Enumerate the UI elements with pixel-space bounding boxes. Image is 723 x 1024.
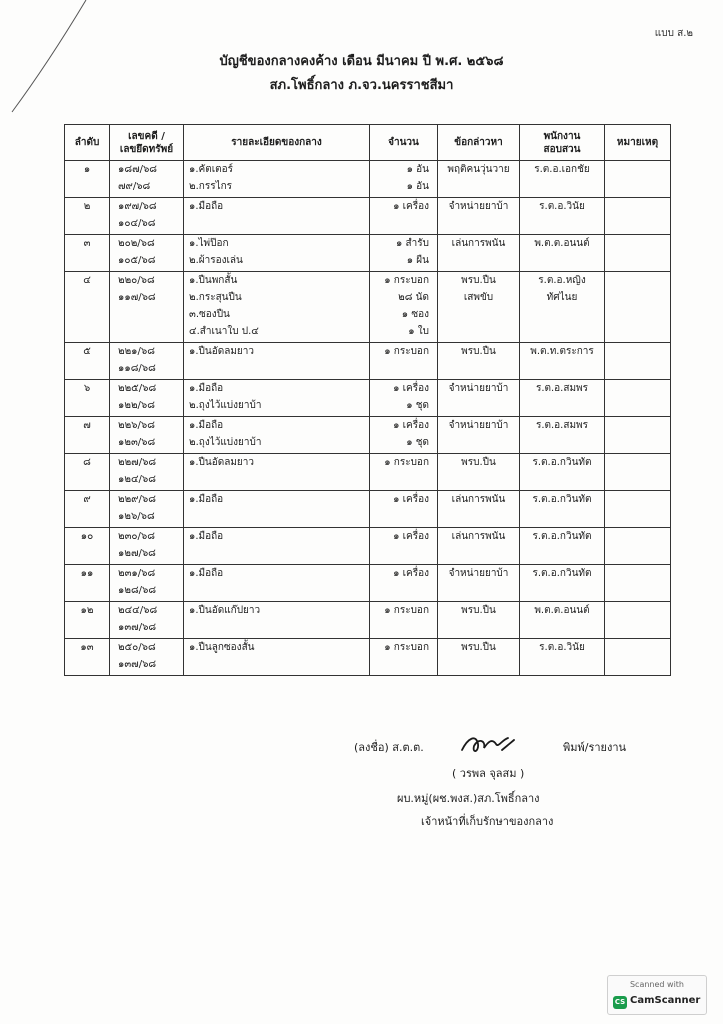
evidence-ledger-table [64, 124, 671, 676]
table-row [65, 198, 671, 235]
evidence-items-line: ๔.สำเนาใบ ป.๔ [189, 326, 259, 337]
cell-remark [605, 343, 671, 380]
table-row [65, 161, 671, 198]
quantity-line: ๑ ใบ [408, 326, 429, 337]
cell-remark [605, 454, 671, 491]
cell-charge [438, 528, 520, 565]
case-number-line: ๑๒๓/๖๘ [118, 437, 156, 448]
table-row [65, 343, 671, 380]
row-number: ๑๐ [80, 531, 94, 542]
officer-line: ร.ต.อ.สมพร [535, 420, 589, 431]
station-subtitle: สภ.โพธิ์กลาง ภ.จว.นครราชสีมา [269, 78, 454, 93]
case-number-line: ๒๒๙/๖๘ [118, 494, 156, 505]
header-case-number [110, 125, 184, 161]
cell-case-number [110, 454, 184, 491]
evidence-items-line: ๒.กระสุนปืน [189, 292, 242, 303]
cell-row-number [65, 639, 110, 676]
cell-remark [605, 565, 671, 602]
cell-charge [438, 602, 520, 639]
cell-case-number [110, 380, 184, 417]
cell-charge [438, 161, 520, 198]
row-number: ๙ [83, 494, 91, 505]
case-number-line: ๒๒๕/๖๘ [118, 383, 157, 394]
cell-quantity [370, 528, 438, 565]
cell-case-number [110, 602, 184, 639]
cell-row-number [65, 528, 110, 565]
cell-quantity [370, 639, 438, 676]
cell-officer [520, 454, 605, 491]
row-number: ๖ [83, 383, 91, 394]
cell-charge [438, 417, 520, 454]
charge-line: จำหน่ายยาบ้า [448, 201, 509, 212]
row-number: ๘ [83, 457, 91, 468]
table-row [65, 454, 671, 491]
case-number-line: ๑๑๘/๖๘ [118, 363, 156, 374]
quantity-line: ๑ ชุด [406, 400, 429, 411]
case-number-line: ๒๒๗/๖๘ [118, 457, 157, 468]
cell-case-number [110, 235, 184, 272]
case-number-line: ๒๔๔/๖๘ [118, 605, 158, 616]
cell-charge [438, 198, 520, 235]
cell-evidence-items [184, 417, 370, 454]
cell-row-number [65, 161, 110, 198]
officer-line: พ.ต.ท.ตระการ [530, 346, 594, 357]
row-number: ๒ [83, 201, 91, 212]
evidence-items-line: ๑.ปืนลูกซองสั้น [189, 642, 255, 653]
cell-case-number [110, 528, 184, 565]
cell-officer [520, 491, 605, 528]
evidence-items-line: ๒.ผ้ารองเล่น [189, 255, 243, 266]
officer-line: ร.ต.อ.กวินทัต [532, 494, 592, 505]
officer-line: ร.ต.อ.หญิง [538, 275, 586, 286]
cell-evidence-items [184, 454, 370, 491]
case-number-line: ๑๒๒/๖๘ [118, 400, 155, 411]
charge-line: เล่นการพนัน [451, 238, 506, 249]
cell-evidence-items [184, 343, 370, 380]
charge-line: จำหน่ายยาบ้า [448, 420, 509, 431]
officer-line: ร.ต.อ.กวินทัต [532, 531, 592, 542]
cell-remark [605, 380, 671, 417]
cell-row-number [65, 198, 110, 235]
header-case-line2: เลขยึดทรัพย์ [119, 143, 174, 155]
cell-evidence-items [184, 528, 370, 565]
cell-quantity [370, 272, 438, 343]
officer-line: ร.ต.อ.วินัย [539, 201, 585, 212]
evidence-items-line: ๑.ปืนอัดแก๊ปยาว [189, 605, 261, 616]
cell-evidence-items [184, 639, 370, 676]
evidence-items-line: ๑.ปืนอัดลมยาว [189, 346, 255, 357]
quantity-line: ๑ กระบอก [384, 642, 429, 653]
handwritten-signature [458, 730, 518, 758]
signer-duty: เจ้าหน้าที่เก็บรักษาของกลาง [421, 815, 554, 828]
scanner-brand: CamScanner [630, 995, 701, 1006]
row-number: ๗ [83, 420, 91, 431]
cell-officer [520, 343, 605, 380]
case-number-line: ๑๒๖/๖๘ [118, 511, 155, 522]
case-number-line: ๑๑๗/๖๘ [118, 292, 156, 303]
case-number-line: ๒๒๐/๖๘ [118, 275, 155, 286]
cell-quantity [370, 602, 438, 639]
cell-case-number [110, 198, 184, 235]
quantity-line: ๑ เครื่อง [393, 494, 429, 505]
cell-evidence-items [184, 235, 370, 272]
header-charge: ข้อกล่าวหา [438, 125, 520, 161]
officer-line: พ.ต.ต.อนนต์ [534, 238, 590, 249]
cell-remark [605, 417, 671, 454]
cell-charge [438, 272, 520, 343]
table-row [65, 639, 671, 676]
cell-remark [605, 639, 671, 676]
case-number-line: ๒๓๐/๖๘ [118, 531, 155, 542]
officer-line: ทัศไนย [546, 292, 578, 303]
header-items: รายละเอียดของกลาง [184, 125, 370, 161]
table-row [65, 380, 671, 417]
charge-line: จำหน่ายยาบ้า [448, 568, 509, 579]
quantity-line: ๒๘ นัด [398, 292, 429, 303]
row-number: ๑๒ [80, 605, 94, 616]
cell-charge [438, 565, 520, 602]
officer-line: พ.ต.ต.อนนต์ [534, 605, 590, 616]
evidence-items-line: ๒.ถุงไว้แบ่งยาบ้า [189, 400, 262, 411]
header-remark: หมายเหตุ [605, 125, 671, 161]
header-quantity: จำนวน [370, 125, 438, 161]
table-row [65, 272, 671, 343]
cell-charge [438, 639, 520, 676]
evidence-items-line: ๓.ซองปืน [189, 309, 230, 320]
signer-name: ( วรพล จุลสม ) [452, 767, 525, 780]
cell-row-number [65, 417, 110, 454]
header-case-line1: เลขคดี / [128, 130, 165, 142]
cell-evidence-items [184, 491, 370, 528]
case-number-line: ๑๒๘/๖๘ [118, 585, 157, 596]
cell-quantity [370, 235, 438, 272]
charge-line: เล่นการพนัน [451, 494, 506, 505]
cell-case-number [110, 565, 184, 602]
evidence-items-line: ๑.ปืนพกสั้น [189, 275, 238, 286]
cell-quantity [370, 198, 438, 235]
cell-evidence-items [184, 161, 370, 198]
cell-row-number [65, 565, 110, 602]
cell-officer [520, 161, 605, 198]
case-number-line: ๒๐๒/๖๘ [118, 238, 155, 249]
cell-charge [438, 380, 520, 417]
row-number: ๔ [83, 275, 91, 286]
charge-line: พฤติคนวุ่นวาย [447, 164, 510, 175]
signer-position: ผบ.หมู่(ผช.พงส.)สภ.โพธิ์กลาง [397, 792, 540, 805]
quantity-line: ๑ สำรับ [396, 238, 429, 249]
table-row [65, 235, 671, 272]
cell-evidence-items [184, 565, 370, 602]
quantity-line: ๑ เครื่อง [393, 201, 429, 212]
cell-charge [438, 491, 520, 528]
quantity-line: ๑ ซอง [401, 309, 429, 320]
cell-officer [520, 639, 605, 676]
table-row [65, 528, 671, 565]
evidence-items-line: ๑.ปืนอัดลมยาว [189, 457, 255, 468]
cell-row-number [65, 454, 110, 491]
charge-line: พรบ.ปืน [461, 642, 496, 653]
table-row [65, 491, 671, 528]
case-number-line: ๑๐๕/๖๘ [118, 255, 156, 266]
cell-row-number [65, 491, 110, 528]
evidence-items-line: ๑.มือถือ [189, 201, 224, 212]
row-number: ๕ [83, 346, 91, 357]
header-officer-line1: พนักงาน [543, 130, 581, 142]
cell-quantity [370, 565, 438, 602]
case-number-line: ๑๐๔/๖๘ [118, 218, 156, 229]
cell-remark [605, 161, 671, 198]
officer-line: ร.ต.อ.สมพร [535, 383, 589, 394]
scanner-watermark [607, 975, 707, 1015]
cell-quantity [370, 161, 438, 198]
cell-case-number [110, 417, 184, 454]
cell-remark [605, 528, 671, 565]
case-number-line: ๒๓๑/๖๘ [118, 568, 156, 579]
table-body [65, 161, 671, 676]
quantity-line: ๑ เครื่อง [393, 568, 429, 579]
cell-officer [520, 235, 605, 272]
case-number-line: ๒๒๖/๖๘ [118, 420, 155, 431]
cell-remark [605, 235, 671, 272]
case-number-line: ๑๓๗/๖๘ [118, 659, 157, 670]
case-number-line: ๒๒๑/๖๘ [118, 346, 155, 357]
form-code: แบบ ส.๒ [654, 28, 693, 39]
header-no: ลำดับ [65, 125, 110, 161]
row-number: ๑๑ [80, 568, 94, 579]
case-number-line: ๑๙๗/๖๘ [118, 201, 157, 212]
evidence-items-line: ๑.มือถือ [189, 568, 224, 579]
case-number-line: ๑๒๔/๖๘ [118, 474, 156, 485]
charge-line: พรบ.ปืน [461, 346, 496, 357]
evidence-items-line: ๒.กรรไกร [189, 181, 233, 192]
cell-charge [438, 235, 520, 272]
cell-row-number [65, 235, 110, 272]
evidence-items-line: ๑.มือถือ [189, 420, 224, 431]
cell-remark [605, 272, 671, 343]
scanner-caption: Scanned with [629, 980, 685, 989]
evidence-items-line: ๑.มือถือ [189, 531, 224, 542]
row-number: ๑๓ [80, 642, 94, 653]
row-number: ๑ [83, 164, 91, 175]
cell-case-number [110, 272, 184, 343]
cell-row-number [65, 380, 110, 417]
cell-officer [520, 272, 605, 343]
table-row [65, 565, 671, 602]
camscanner-icon: CS [613, 996, 627, 1009]
cell-evidence-items [184, 272, 370, 343]
cell-quantity [370, 491, 438, 528]
case-number-line: ๑๘๗/๖๘ [118, 164, 158, 175]
charge-line: เล่นการพนัน [451, 531, 506, 542]
cell-officer [520, 528, 605, 565]
sign-label: (ลงชื่อ) ส.ต.ต. [354, 741, 424, 754]
cell-charge [438, 343, 520, 380]
cell-row-number [65, 602, 110, 639]
evidence-items-line: ๑.มือถือ [189, 383, 224, 394]
officer-line: ร.ต.อ.กวินทัต [532, 568, 592, 579]
officer-line: ร.ต.อ.กวินทัต [532, 457, 592, 468]
evidence-items-line: ๑.มือถือ [189, 494, 224, 505]
cell-evidence-items [184, 380, 370, 417]
cell-officer [520, 417, 605, 454]
cell-charge [438, 454, 520, 491]
quantity-line: ๑ ชุด [406, 437, 429, 448]
cell-remark [605, 491, 671, 528]
cell-remark [605, 198, 671, 235]
cell-quantity [370, 417, 438, 454]
officer-line: ร.ต.อ.วินัย [539, 642, 585, 653]
charge-line: พรบ.ปืน [461, 275, 496, 286]
cell-officer [520, 602, 605, 639]
case-number-line: ๑๓๗/๖๘ [118, 622, 157, 633]
sign-role: พิมพ์/รายงาน [563, 741, 627, 754]
cell-case-number [110, 491, 184, 528]
quantity-line: ๑ กระบอก [384, 275, 429, 286]
quantity-line: ๑ กระบอก [384, 457, 429, 468]
cell-officer [520, 198, 605, 235]
charge-line: พรบ.ปืน [461, 605, 496, 616]
quantity-line: ๑ กระบอก [384, 346, 429, 357]
charge-line: พรบ.ปืน [461, 457, 496, 468]
cell-case-number [110, 639, 184, 676]
header-officer [520, 125, 605, 161]
cell-case-number [110, 161, 184, 198]
case-number-line: ๑๒๗/๖๘ [118, 548, 156, 559]
quantity-line: ๑ อัน [406, 181, 429, 192]
table-row [65, 602, 671, 639]
officer-line: ร.ต.อ.เอกชัย [534, 164, 590, 175]
cell-row-number [65, 272, 110, 343]
quantity-line: ๑ ผืน [406, 255, 429, 266]
header-officer-line2: สอบสวน [543, 143, 581, 155]
quantity-line: ๑ กระบอก [384, 605, 429, 616]
charge-line: เสพขับ [463, 292, 494, 303]
charge-line: จำหน่ายยาบ้า [448, 383, 509, 394]
evidence-items-line: ๑.คัตเตอร์ [189, 164, 233, 175]
cell-evidence-items [184, 198, 370, 235]
cell-quantity [370, 343, 438, 380]
table-header-row [65, 125, 671, 161]
quantity-line: ๑ อัน [406, 164, 429, 175]
evidence-items-line: ๒.ถุงไว้แบ่งยาบ้า [189, 437, 262, 448]
cell-case-number [110, 343, 184, 380]
case-number-line: ๗๙/๖๘ [118, 181, 151, 192]
evidence-items-line: ๑.ไพ่ป๊อก [189, 238, 229, 249]
quantity-line: ๑ เครื่อง [393, 420, 429, 431]
cell-evidence-items [184, 602, 370, 639]
cell-officer [520, 565, 605, 602]
cell-quantity [370, 380, 438, 417]
quantity-line: ๑ เครื่อง [393, 383, 429, 394]
row-number: ๓ [83, 238, 91, 249]
table-row [65, 417, 671, 454]
quantity-line: ๑ เครื่อง [393, 531, 429, 542]
cell-row-number [65, 343, 110, 380]
case-number-line: ๒๕๐/๖๘ [118, 642, 156, 653]
cell-quantity [370, 454, 438, 491]
document-title: บัญชีของกลางคงค้าง เดือน มีนาคม ปี พ.ศ. ๒๕๖๘ [219, 54, 504, 69]
cell-remark [605, 602, 671, 639]
cell-officer [520, 380, 605, 417]
